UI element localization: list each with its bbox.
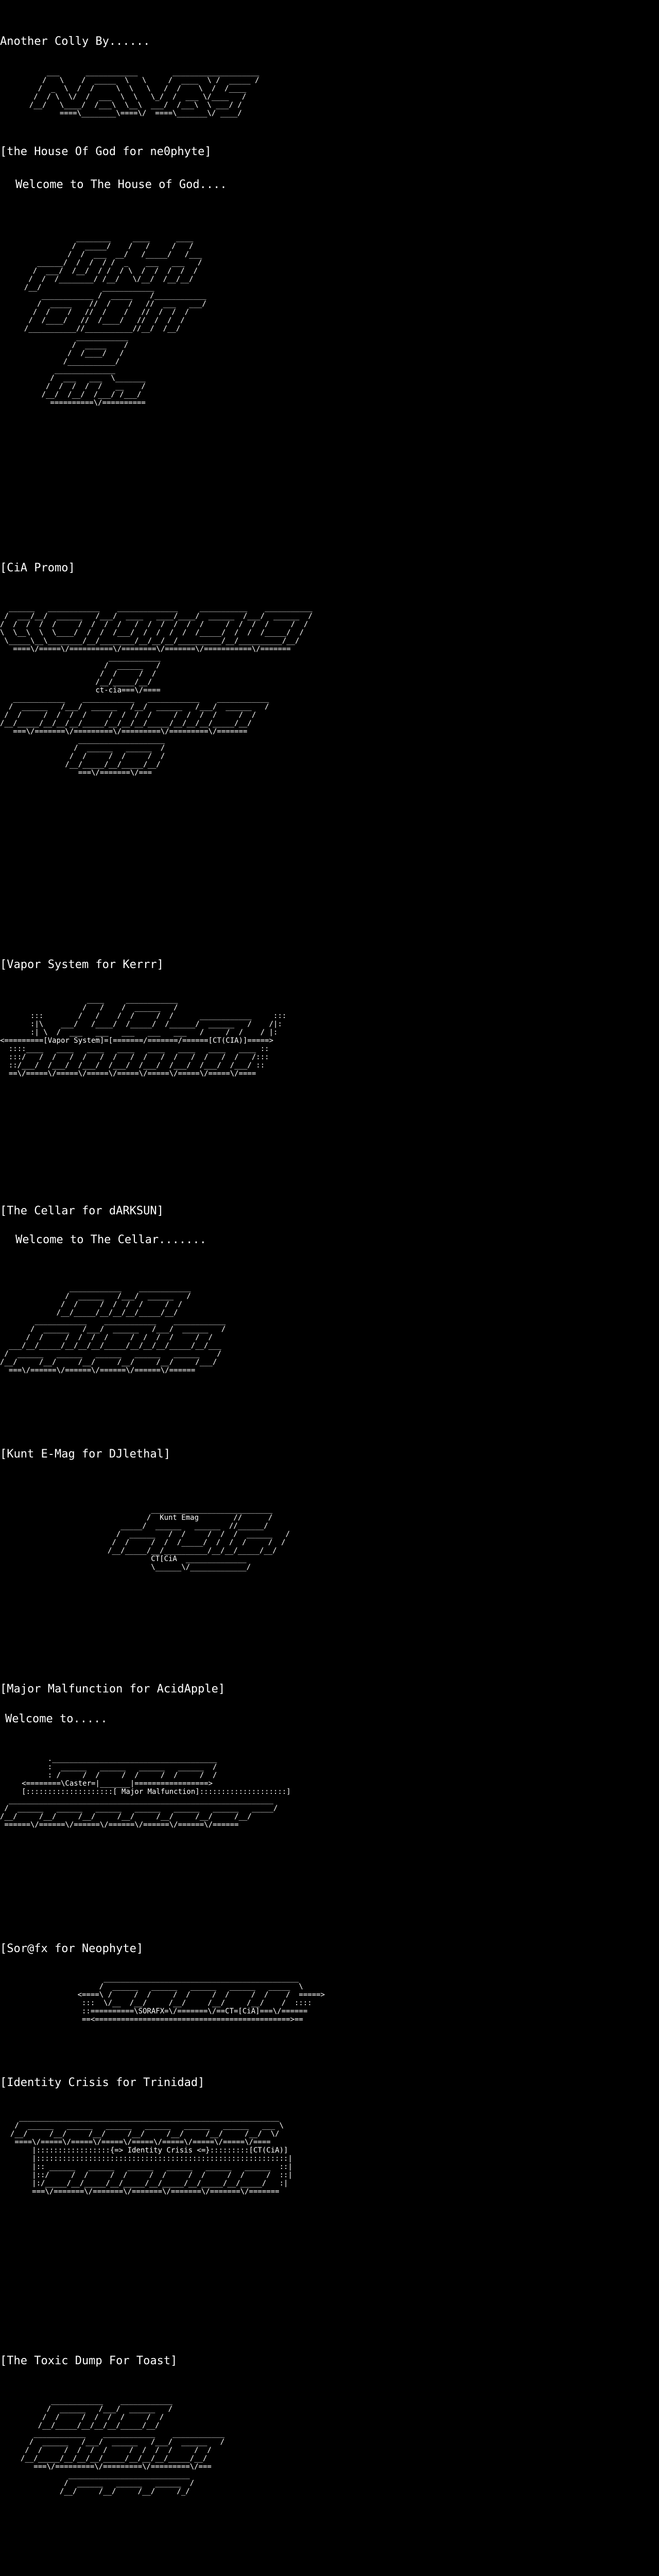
ascii-art-glyphs: ____________________________________________________________ / ______ ______ ______ ______ ______ ______ ___ \ /__/ /__/ /__/ /__/ /__/ /__/ /__/ \/ ====\/=====\/=====\/=====\/=====\/=====\/=====\/=====\/==== |:::::::::::::::::{=> Identity Crisis <=}:::::::::[CT(CiA)] |::::::::::::::::::::::::::::::::::::::::::::::::::::::::::| |:: ______ ______ ______ ______ ______ ______ ::| |::/ / / / / / / / / / / / ::| |:/_____/__/_____/__/_____/__/_____/__/_____/__/_____/ :| ===\/=======\/=======\/=======\/=======\/=======\/======= xyxy=(10,2113,292,2196)
ascii-art-glyphs: ____________________________ / Kunt Emag // / _____/ ______ ______ //______/ / ______ / / / / / ______ / / / / / /_____/ / / / / / /__/_____/__/__________/__/__/_____/__/ CT[CiA ______________ \______\/_____________/ xyxy=(108,1505,290,1571)
section-caption: [the House Of God for ne0phyte] xyxy=(0,145,212,158)
art-label: Welcome to..... xyxy=(5,1713,108,1725)
section-caption: [Sor@fx for Neophyte] xyxy=(0,1942,144,1955)
art-label: Welcome to The Cellar....... xyxy=(15,1233,206,1246)
ascii-art-glyphs: _____________________________________________ / ______ ______ ______ ______ _____ \ <====\ / / / / / / / / / / =====> ::: \/__ /__/ /__/ /__/ /__/ / :::: ::==========\SORAFX=\/=======\/==CT=[CiA]===\/====== ==<=============================================>== xyxy=(77,1974,325,2024)
ascii-logo xyxy=(21,52,638,118)
ascii-logo xyxy=(0,1713,659,1919)
ascii-logo xyxy=(0,587,659,917)
ascii-logo xyxy=(51,1958,618,2061)
ascii-art-glyphs: ____________ ____________ / ______ /___/ ______ / / / / / / / / / /__/_____/__/__/__/_____/__/ ____________ ____________ ____________ / ______ /___/ ______ /___/ ______ / / / / / / / / / / / / / ___/__/_____/__/__/__/_____/__/__/__/_____/__/___ / ______ ______ ______ ______ ______ / /__/ /__/ /__/ /__/ /__/ /___/ ===\/======\/======\/======\/======\/====== xyxy=(0,1284,226,1375)
art-label: Welcome to The House of God.... xyxy=(15,178,227,191)
section-caption: [The Toxic Dump For Toast] xyxy=(0,2354,178,2367)
section-caption: [Kunt E-Mag for DJlethal] xyxy=(0,1448,171,1461)
ascii-art-glyphs: ______ ____________ ______________ ___________ ___________ / ___/__/ ______ /___/ ____ ____/____/ ______ /___/ ______ / / / / / / / / / / / / / / / / / / / / / / \ \__\ \ \____/ / / /___/ / / / / /_____/ / / /_____/ / \_____\__\________/__/________/__/__/__/__________/__/__________/__/ ====\/=====\/==========\/========\/=======\/===========\/======= ____________ / ______ / / / / / /__/_____/__/ ct-cia===\/==== ____________ ____________ ____________ ____________ / ______ /___/ ______ /__/ ______ /___/ ______ / / / / / / / / / / / / / / / / / /__/_____/__/__/__/_____/__/__/__/_____/__/__/__/_____/__/ ===\/=======\/=========\/=========\/=========\/======= ____________________ / ______ ______ / / / / / / / /__/_____/__/_____/__/ ===\/=======\/=== xyxy=(0,604,313,777)
section-caption: [Major Malfunction for AcidApple] xyxy=(0,1683,226,1696)
ascii-logo xyxy=(10,2097,654,2303)
section-caption: Another Colly By...... xyxy=(0,35,150,48)
section-caption: [The Cellar for dARKSUN] xyxy=(0,1205,164,1217)
ascii-logo xyxy=(0,979,659,1175)
ascii-art-glyphs: ____ ____________ / / / ______ / ::: / / / / / / ____________ ::: :|\ ___/ /____/ /_____/ /______/ ______ / /|: :| \ / ___ ___ ___ ___ ___ / / / / |: <=========[Vapor System]=[=======/=======/======[CT(CIA)]=====> ::::____ ____ ____ ____ ____ ____ ____ ____ :: :::/ / / / / / / / / / / / / / / /::: ::/___/ /___/ /___/ /___/ /___/ /___/ /___/ /___/ :: ==\/=====\/=====\/=====\/=====\/=====\/=====\/=====\/==== xyxy=(0,995,287,1078)
ascii-logo xyxy=(21,2380,587,2576)
section-caption: [Vapor System for Kerrr] xyxy=(0,958,164,971)
ascii-logo xyxy=(15,178,633,518)
ascii-art-glyphs: .______________________________________ : ______ ______ ______ ______ / : / / / / / / / / / <========\Caster=|_______|=================> [::::::::::::::::::::[ Major Malfunction]::::::::::::::::::::] _____________________________________________________________ / ______ ______ ______ ______ ______ ______ _____/ /__/ /__/ /__/ /__/ /__/ /__/ /__/ ======\/======\/======\/======\/======\/======\/====== xyxy=(0,1755,291,1829)
section-caption: [Identity Crisis for Trinidad] xyxy=(0,2076,205,2089)
ascii-art-glyphs: ___ ____________ ____________________ / \ / _____ \ \ / ____ \ / _____ / / _ \ / / \ \ \ / / \ / /____ / / \ \/ / ___ \ \ \_/ / ___ \/____ / /__/ \____/ /___\ \__\ ___/ /___\ \ ___/ / ====\________\====\/ ====\_______\/ ____/ xyxy=(29,68,259,117)
ascii-art-glyphs: ________ ____ ____ / _____/ / / / / / / ___ __/ /_____/ /___ ______/ / / / / _ ___ ___ / / ___/ /__/ / / / \ / / / / / / / /________/ /__/ \/__/ /__/__/ /__/ ____________ ____________ / _____ /____________ / _____ // / / // ___ ___/ / / / // / / // / / / / /____/ // /____/ // / / / /___________//___________//__/ /__/ ____________ / _____ / / /____/ / /___________/ ______________ / ___ ___ \_______ / / / / / __ / /__/ /__/ /___/ /___/ ==========\/========== xyxy=(24,234,206,407)
ascii-logo xyxy=(77,1489,592,1623)
section-caption: [CiA Promo] xyxy=(0,562,75,574)
ascii-art-glyphs: ____________ ____________ / ______ /___/ ______ / / / / / / / / / /__/_____/__/__/__/_____/__/ ____________ ____________ ____________ / ______ /___/ ______ /___/ ______ / / / / / / / / / / / / / /__/_____/__/__/__/_____/__/__/__/_____/__/ ===\/=========\/=========\/=========\/=== ____________________________ / ______ ______ ______ / /__/ /__/ /__/ /_/ xyxy=(21,2397,225,2496)
ascii-logo xyxy=(0,1233,659,1429)
